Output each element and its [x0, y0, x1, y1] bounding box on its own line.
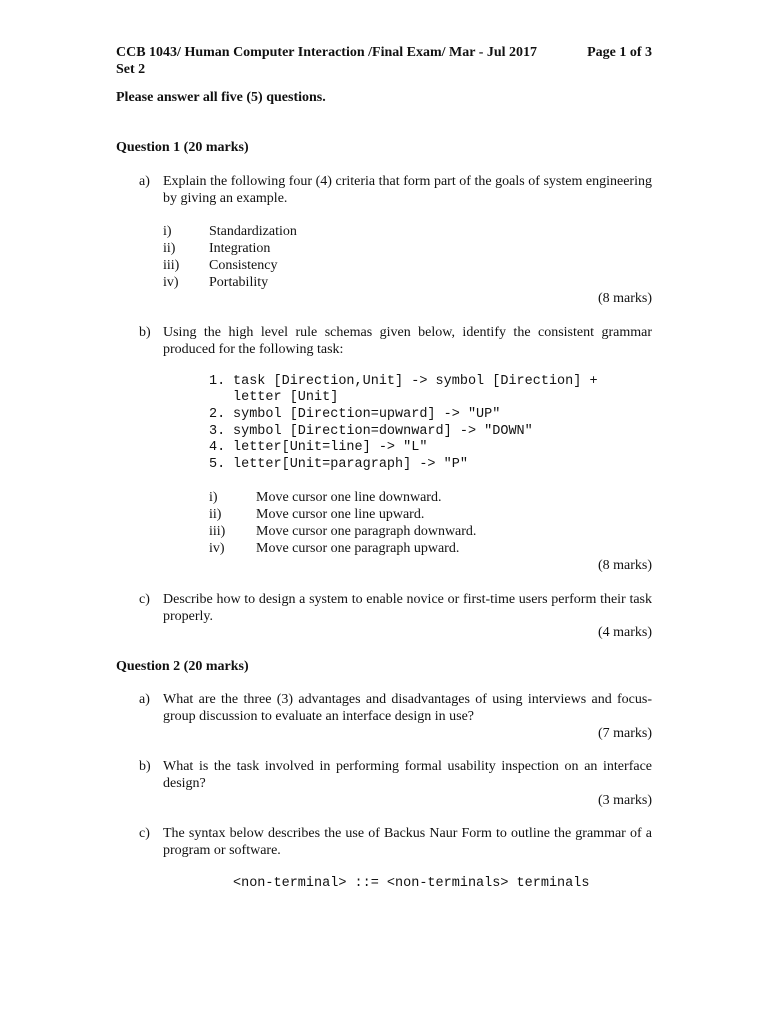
q2b-marks: (3 marks) [597, 793, 652, 808]
q1b-task-num: ii) [209, 507, 222, 522]
q1a-item-num: i) [163, 224, 172, 239]
rule-number: 3. [209, 424, 226, 439]
page-number: Page 1 of 3 [587, 45, 652, 60]
q2b-text: What is the task involved in performing formal usability inspection on an interface design? [163, 759, 652, 791]
q1a-item-num: iv) [163, 275, 179, 290]
q1b-task-text: Move cursor one line upward. [256, 507, 425, 522]
rule-text: letter[Unit=paragraph] -> "P" [233, 457, 468, 472]
q2a-letter: a) [139, 692, 150, 707]
instruction: Please answer all five (5) questions. [116, 90, 326, 105]
bnf-syntax: <non-terminal> ::= <non-terminals> terminals [233, 876, 590, 891]
q1a-item-text: Standardization [209, 224, 297, 239]
q1b-task-num: iv) [209, 541, 225, 556]
q1b-task-num: iii) [209, 524, 226, 539]
q2-title: Question 2 (20 marks) [116, 659, 249, 674]
q2c-text: The syntax below describes the use of Backus Naur Form to outline the grammar of a program or software. [163, 826, 652, 858]
q1b-task-text: Move cursor one line downward. [256, 490, 442, 505]
q1-title: Question 1 (20 marks) [116, 140, 249, 155]
rule-number: 2. [209, 407, 226, 422]
q1c-letter: c) [139, 592, 150, 607]
rule-text: letter[Unit=line] -> "L" [233, 440, 428, 455]
rule-text: symbol [Direction=downward] -> "DOWN" [233, 424, 533, 439]
rule-number: 4. [209, 440, 226, 455]
q1b-text: Using the high level rule schemas given below, identify the consistent grammar produced for the following task: [163, 325, 652, 357]
q1b-task-text: Move cursor one paragraph upward. [256, 541, 460, 556]
q1b-task-num: i) [209, 490, 218, 505]
q2c-letter: c) [139, 826, 150, 841]
q1a-item-text: Portability [209, 275, 269, 290]
q1a-text: Explain the following four (4) criteria that form part of the goals of system engineering by giving an example. [163, 174, 652, 206]
q2a-marks: (7 marks) [597, 726, 652, 741]
q2a-text: What are the three (3) advantages and disadvantages of using interviews and focus-group discussion to evaluate an interface design in use? [163, 692, 652, 724]
exam-header-title: CCB 1043/ Human Computer Interaction /Final Exam/ Mar - Jul 2017 [116, 45, 538, 60]
q1a-letter: a) [139, 174, 150, 189]
rule-text-continued: letter [Unit] [233, 390, 339, 405]
exam-set: Set 2 [116, 62, 146, 77]
q1c-marks: (4 marks) [597, 625, 652, 640]
q1b-task-text: Move cursor one paragraph downward. [256, 524, 477, 539]
q1b-marks: (8 marks) [597, 558, 652, 573]
q1a-item-num: ii) [163, 241, 176, 256]
q1b-letter: b) [139, 325, 151, 340]
q1a-item-num: iii) [163, 258, 180, 273]
q1a-marks: (8 marks) [597, 291, 652, 306]
rule-number: 5. [209, 457, 226, 472]
q1a-item-text: Consistency [209, 258, 278, 273]
q1c-text: Describe how to design a system to enable novice or first-time users perform their task properly. [163, 592, 652, 624]
q2b-letter: b) [139, 759, 151, 774]
rule-text: symbol [Direction=upward] -> "UP" [233, 407, 501, 422]
rule-text: task [Direction,Unit] -> symbol [Direction] + [233, 374, 598, 389]
q1a-item-text: Integration [209, 241, 271, 256]
rule-number: 1. [209, 374, 226, 389]
